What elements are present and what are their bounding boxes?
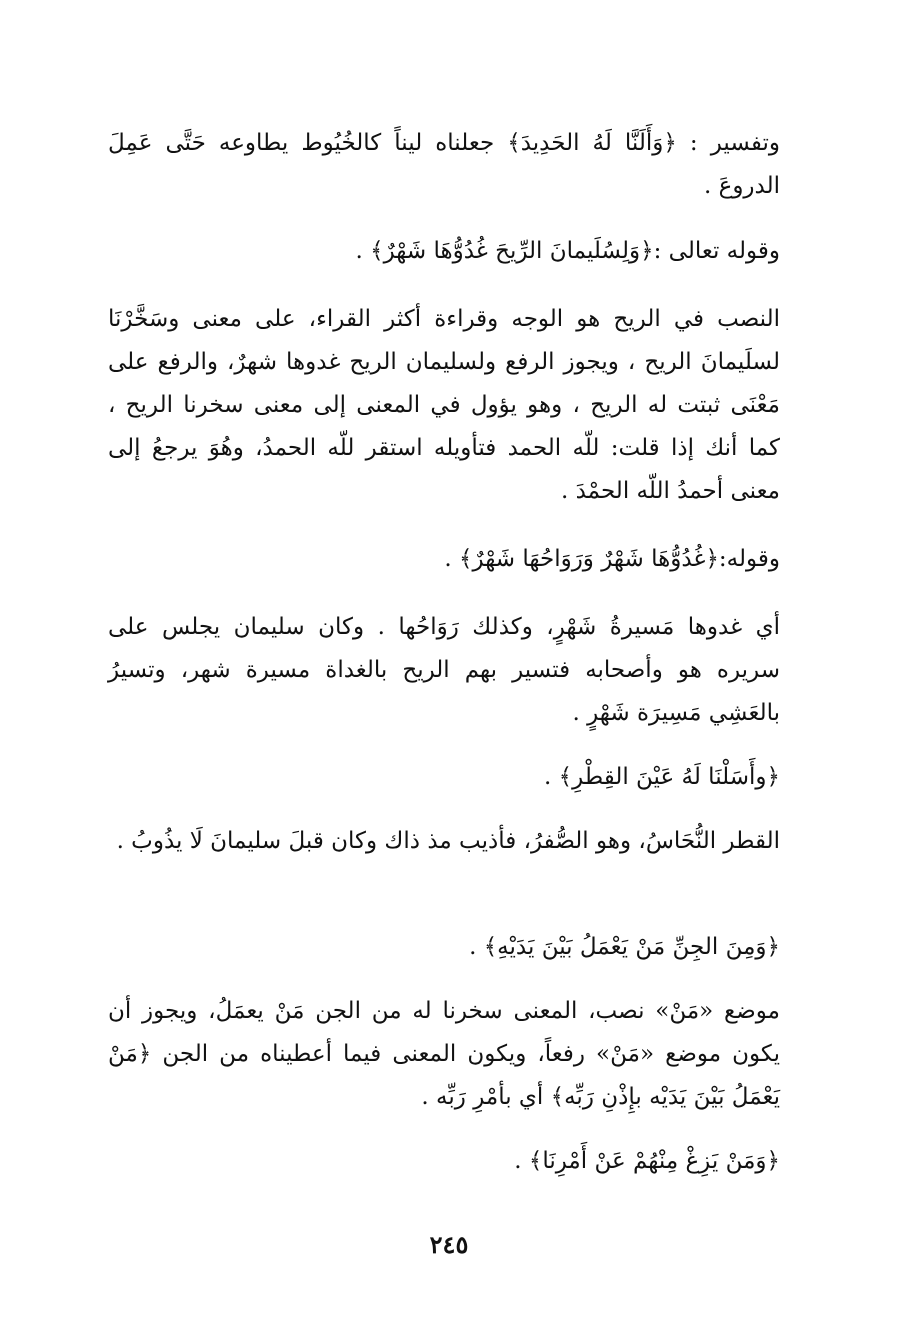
paragraph-verse-copper: ﴿وأَسَلْنَا لَهُ عَيْنَ القِطْرِ﴾ .	[544, 764, 780, 790]
paragraph-verse-deviate: ﴿وَمَنْ يَزِغْ مِنْهُمْ عَنْ أَمْرِنَا﴾ .	[514, 1148, 780, 1174]
paragraph-verse-morning: وقوله:﴿غُدُوُّهَا شَهْرٌ وَرَوَاحُهَا شَهْرٌ﴾ .	[444, 546, 780, 572]
paragraph-grammar-wind: النصب في الريح هو الوجه وقراءة أكثر القراء، على معنى وسَخَّرْنَا لسلَيمانَ الريح ، ويجوز الرفع ولسليمان الريح غدوها شهرٌ، والرفع على مَعْنَى ثبتت له الريح ، وهو يؤول في المعنى إلى معنى سخرنا الريح ، كما أنك إذا قلت: للّه الحمد فتأويله استقر للّه الحمدُ، وهُوَ يرجعُ إلى معنى أحمدُ اللّه الحمْدَ .	[108, 306, 780, 504]
paragraph-journey: أي غدوها مَسيرةُ شَهْرٍ، وكذلك رَوَاحُها . وكان سليمان يجلس على سريره هو وأصحابه فتسير بهم الريح بالغداة مسيرة شهر، وتسيرُ بالعَشِي مَسِيرَة شَهْرٍ .	[108, 614, 780, 726]
paragraph-verse-jinn: ﴿وَمِنَ الجِنِّ مَنْ يَعْمَلُ بَيْنَ يَدَيْهِ﴾ .	[469, 934, 780, 960]
paragraph-tafsir-iron: وتفسير : ﴿وَأَلَنَّا لَهُ الحَدِيدَ﴾ جعلناه ليناً كالخُيُوط يطاوعه حَتَّى عَمِلَ الدروعَ .	[108, 130, 780, 199]
paragraph-grammar-man: موضع «مَنْ» نصب، المعنى سخرنا له من الجن مَنْ يعمَلُ، ويجوز أن يكون موضع «مَنْ» رفعاً، ويكون المعنى فيما أعطيناه من الجن ﴿مَنْ يَعْمَلُ بَيْنَ يَدَيْه بإِذْنِ رَبِّه﴾ أي بأمْرِ رَبِّه .	[108, 998, 780, 1110]
paragraph-copper: القطر النُّحَاسُ، وهو الصُّفرُ، فأذيب مذ ذاك وكان قبلَ سليمانَ لَا يذُوبُ .	[116, 828, 780, 854]
page-number: ٢٤٥	[429, 1230, 469, 1259]
paragraph-verse-wind: وقوله تعالى :﴿وَلِسُلَيمانَ الرِّيحَ غُدُوُّهَا شَهْرٌ﴾ .	[355, 238, 780, 264]
